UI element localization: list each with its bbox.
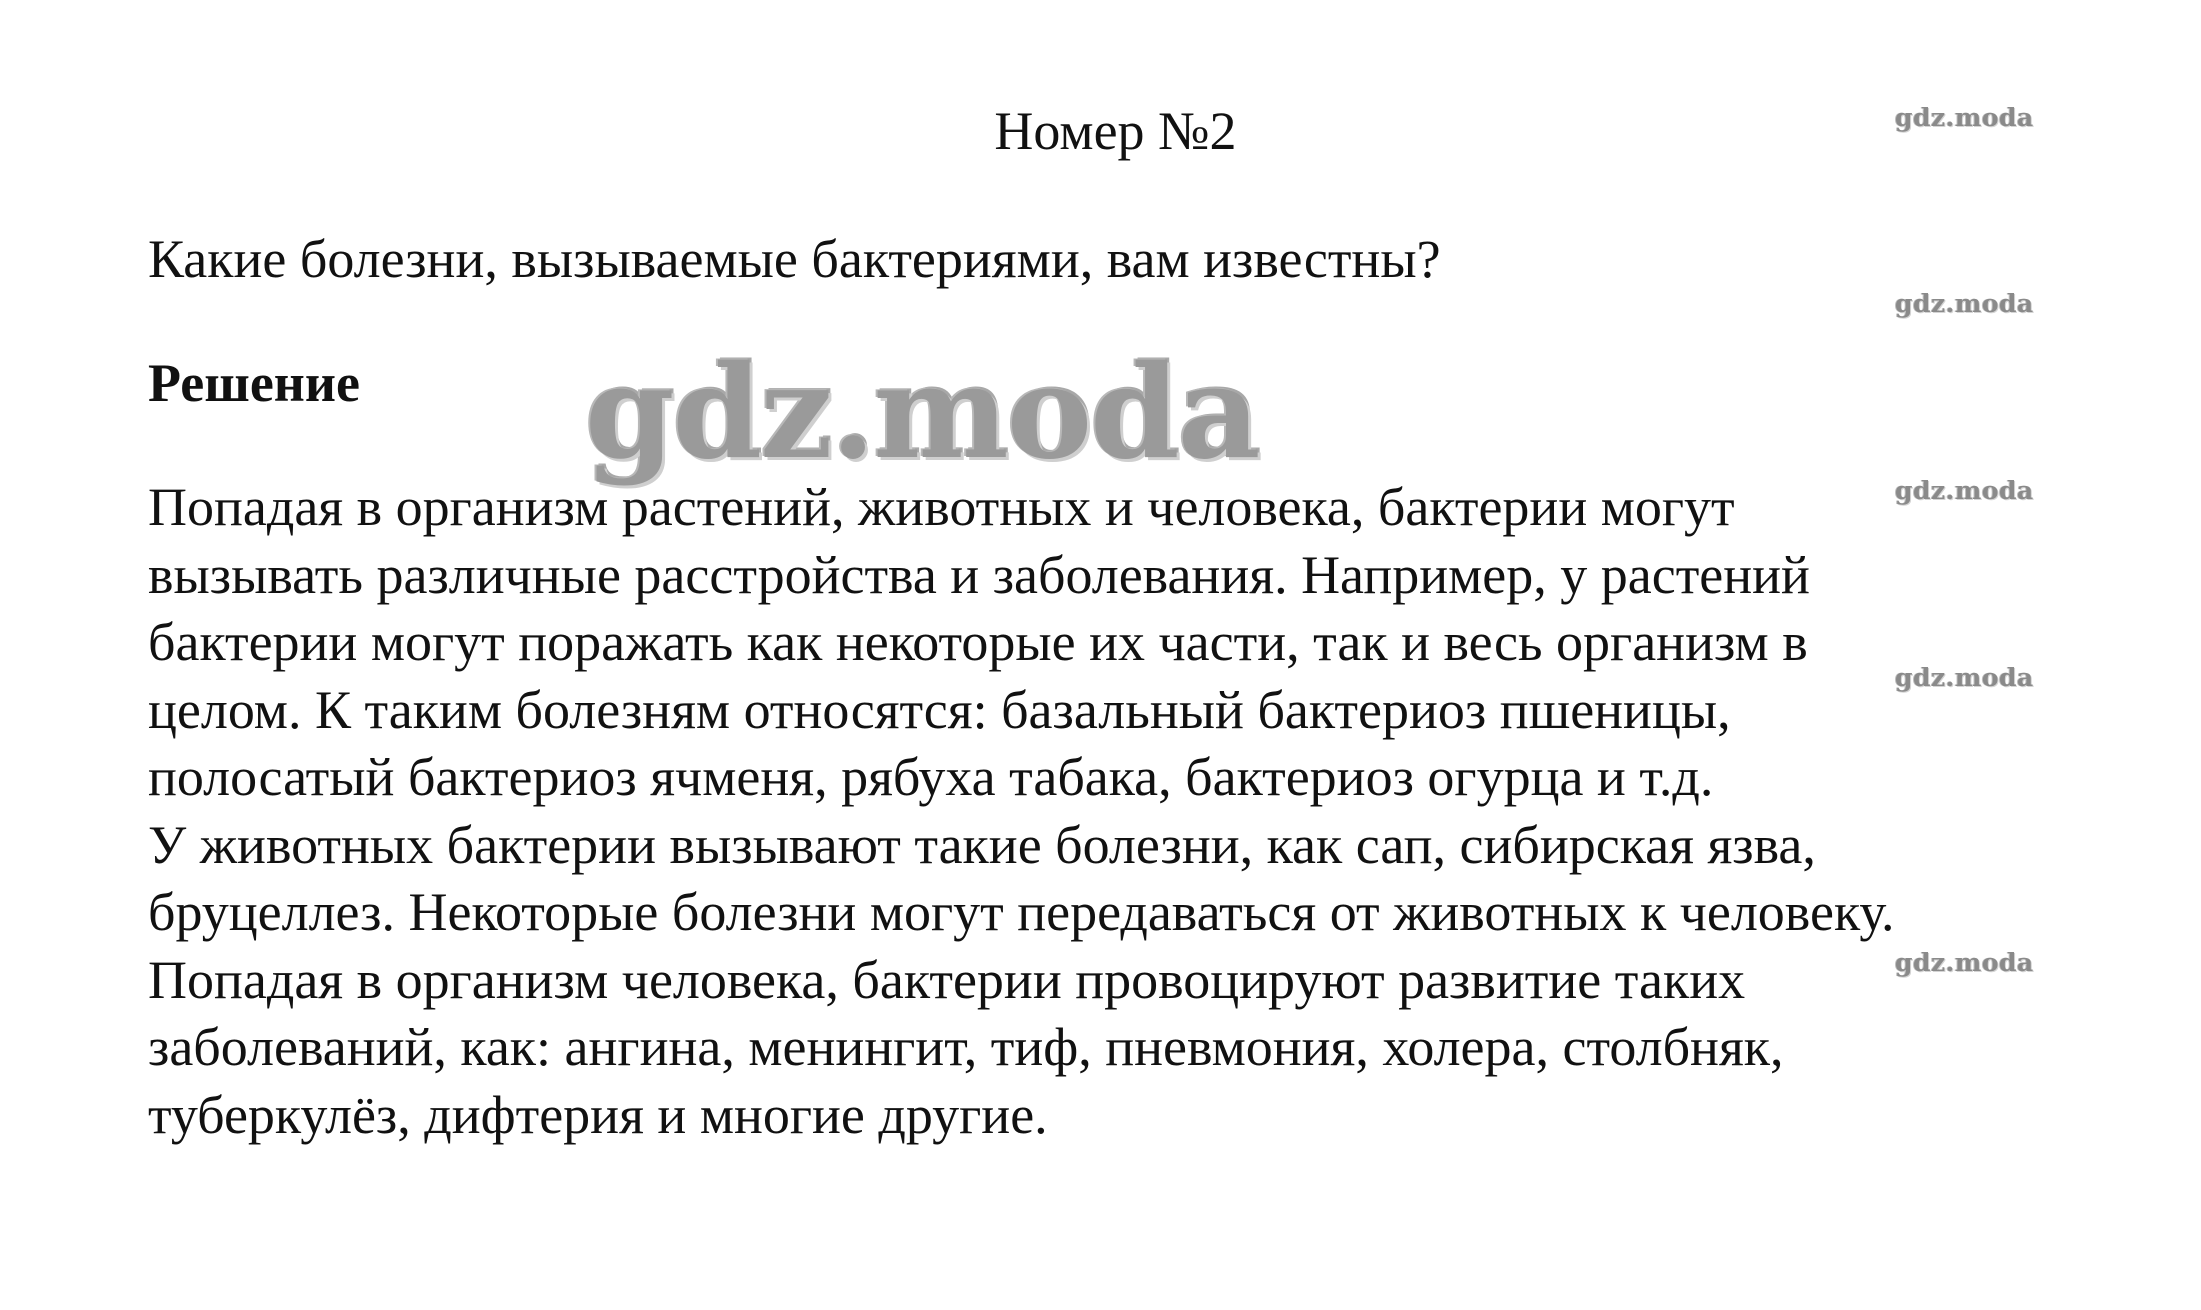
- watermark-logo-small: gdz.moda: [1895, 663, 2034, 692]
- watermark-logo-small: gdz.moda: [1895, 103, 2034, 132]
- solution-heading: Решение: [148, 353, 360, 413]
- body-line: У животных бактерии вызывают такие болезни, как сап, сибирская язва,: [148, 814, 1816, 875]
- watermark-logo-small: gdz.moda: [1895, 948, 2034, 977]
- solution-body: [148, 474, 2108, 1149]
- watermark-logo-large: gdz.moda: [585, 338, 1259, 488]
- body-line: бруцеллез. Некоторые болезни могут передаваться от животных к человеку.: [148, 882, 1895, 942]
- watermark-logo-small: gdz.moda: [1895, 476, 2034, 505]
- body-line: Попадая в организм человека, бактерии провоцируют развитие таких: [148, 949, 1746, 1010]
- body-line: бактерии могут поражать как некоторые их части, так и весь организм в: [148, 612, 1808, 672]
- question-text: Какие болезни, вызываемые бактериями, вам известны?: [148, 229, 1441, 289]
- page-title: Номер №2: [994, 101, 1237, 161]
- watermark-logo-small: gdz.moda: [1895, 289, 2034, 318]
- body-line: полосатый бактериоз ячменя, рябуха табака, бактериоз огурца и т.д.: [148, 747, 1714, 807]
- body-line: заболеваний, как: ангина, менингит, тиф, пневмония, холера, столбняк,: [148, 1017, 1784, 1077]
- body-line: вызывать различные расстройства и заболевания. Например, у растений: [148, 544, 1810, 605]
- body-line: туберкулёз, дифтерия и многие другие.: [148, 1084, 1048, 1145]
- body-line: Попадая в организм растений, животных и человека, бактерии могут: [148, 477, 1735, 537]
- body-line: целом. К таким болезням относятся: базальный бактериоз пшеницы,: [148, 679, 1731, 740]
